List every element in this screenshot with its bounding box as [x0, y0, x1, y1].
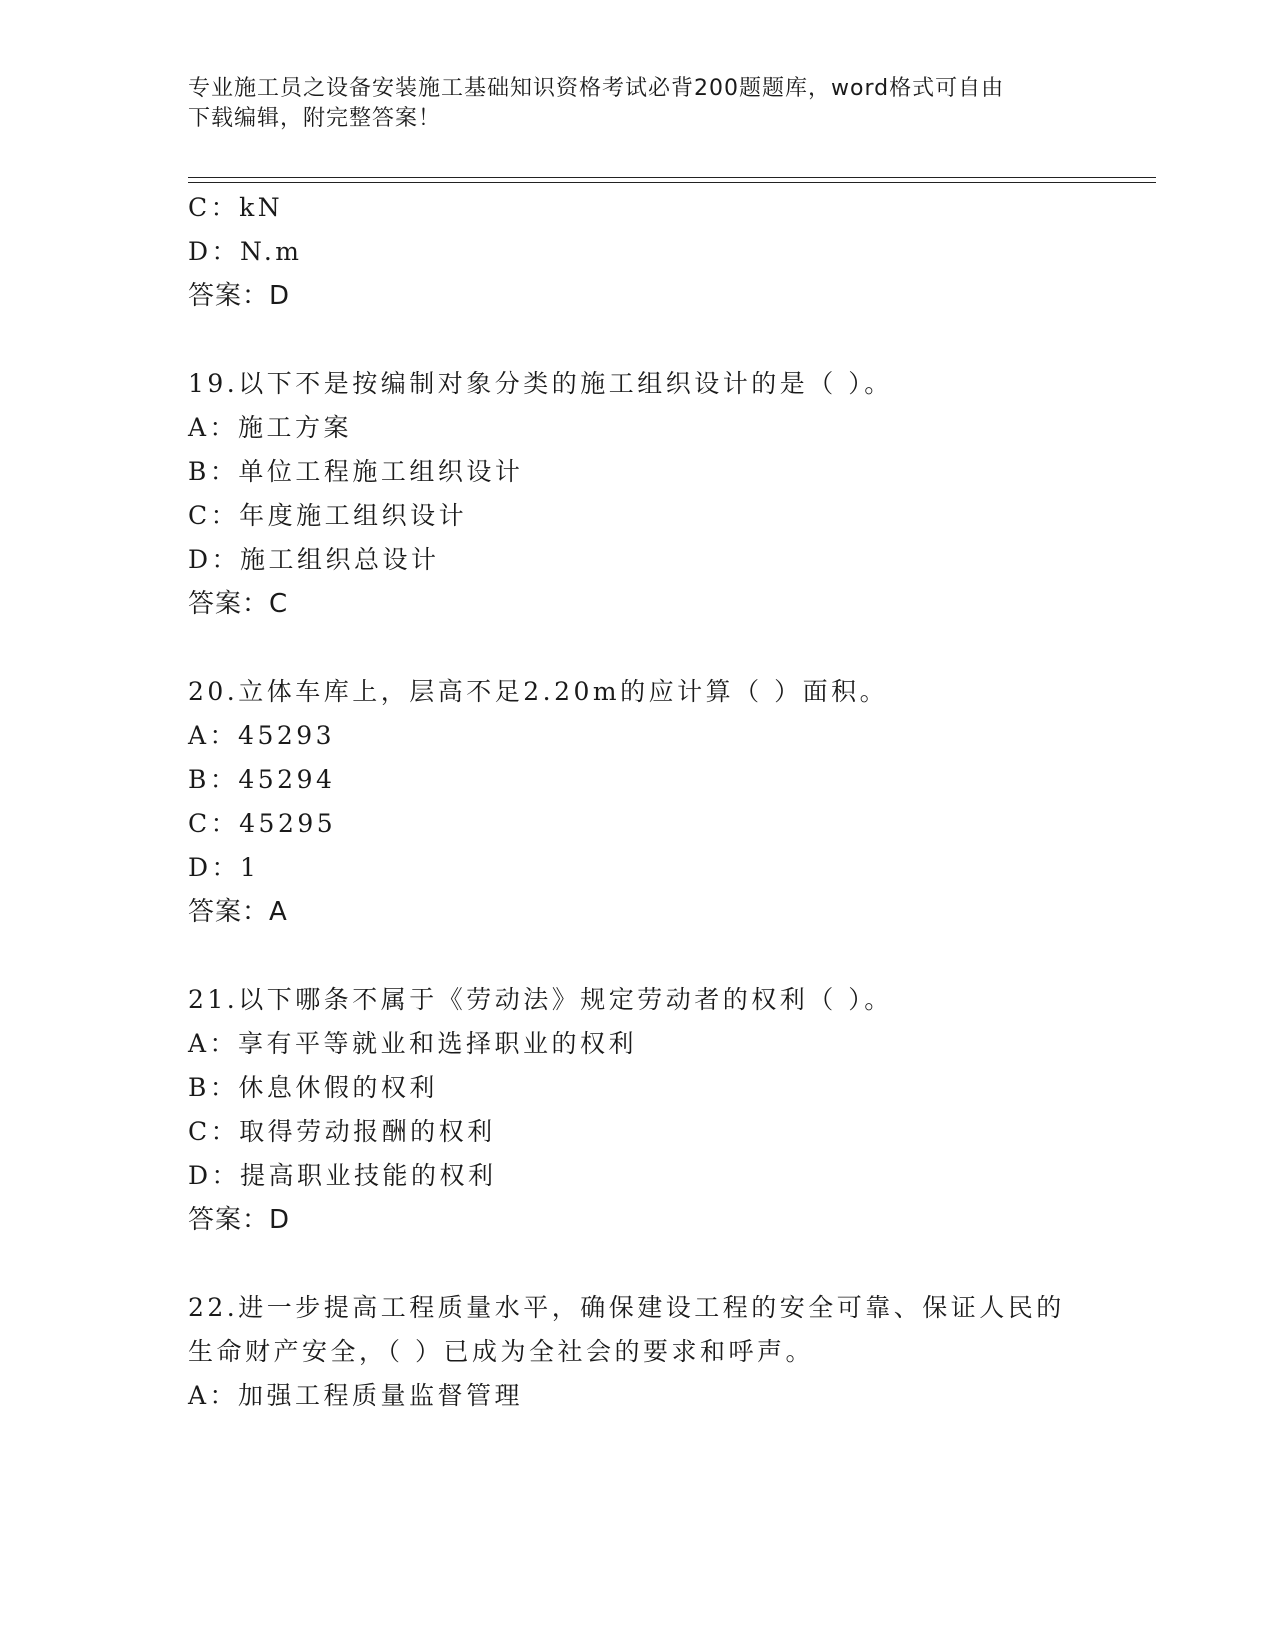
- q21-option-c: C：取得劳动报酬的权利: [188, 1117, 496, 1146]
- q20-option-a: A：45293: [188, 721, 336, 750]
- q21-option-d: D：提高职业技能的权利: [188, 1161, 497, 1190]
- q20-option-c: C：45295: [188, 809, 337, 838]
- document-header: [188, 74, 1088, 134]
- q21-question: 21.以下哪条不属于《劳动法》规定劳动者的权利（ ）。: [188, 985, 893, 1014]
- q20-question: 20.立体车库上，层高不足2.20m的应计算（ ）面积。: [188, 677, 889, 706]
- q21-answer: 答案：D: [188, 1205, 291, 1235]
- q19-answer: 答案：C: [188, 589, 289, 619]
- q22-question-line-2: 生命财产安全，（ ）已成为全社会的要求和呼声。: [188, 1337, 814, 1366]
- q18-option-d: D：N.m: [188, 237, 303, 266]
- header-divider-bottom: [188, 182, 1156, 183]
- q21-option-a: A：享有平等就业和选择职业的权利: [188, 1029, 638, 1058]
- q20-answer: 答案：A: [188, 897, 288, 927]
- header-line-1: 专业施工员之设备安装施工基础知识资格考试必背200题题库，word格式可自由: [188, 76, 1005, 101]
- q22-option-a: A：加强工程质量监督管理: [188, 1381, 524, 1410]
- header-divider-top: [188, 177, 1156, 178]
- q21-option-b: B：休息休假的权利: [188, 1073, 438, 1102]
- q20-option-b: B：45294: [188, 765, 336, 794]
- q19-option-d: D：施工组织总设计: [188, 545, 440, 574]
- header-line-2: 下载编辑，附完整答案！: [188, 106, 442, 131]
- q18-option-c: C：kN: [188, 193, 284, 222]
- q19-option-c: C：年度施工组织设计: [188, 501, 468, 530]
- q19-option-b: B：单位工程施工组织设计: [188, 457, 524, 486]
- q18-answer: 答案：D: [188, 281, 291, 311]
- q19-option-a: A：施工方案: [188, 413, 353, 442]
- q22-question-line-1: 22.进一步提高工程质量水平，确保建设工程的安全可靠、保证人民的: [188, 1293, 1065, 1322]
- q19-question: 19.以下不是按编制对象分类的施工组织设计的是（ ）。: [188, 369, 893, 398]
- q20-option-d: D：1: [188, 853, 260, 882]
